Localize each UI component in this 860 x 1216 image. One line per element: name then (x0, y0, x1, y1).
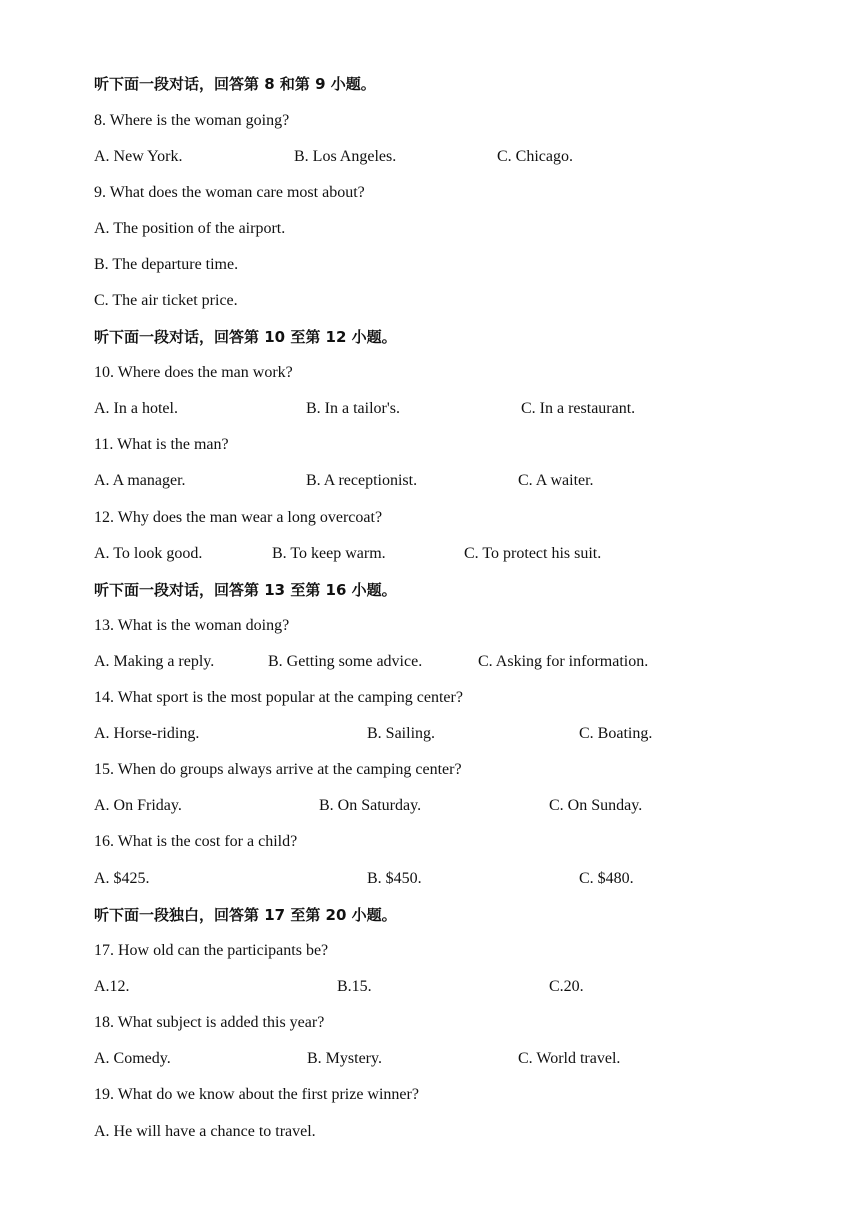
option-b: B. In a tailor's. (306, 400, 400, 417)
option-b: B. Getting some advice. (268, 653, 423, 670)
option-b: B. On Saturday. (319, 797, 422, 814)
section-heading: 听下面一段独白，回答第 17 至第 20 小题。 (94, 906, 397, 924)
option-b: B. The departure time. (94, 256, 239, 273)
option-c: C. Boating. (579, 725, 653, 742)
option-c: C. A waiter. (518, 472, 594, 489)
option-a: A.12. (94, 978, 130, 995)
option-c: C. Chicago. (497, 148, 573, 165)
option-a: A. Making a reply. (94, 653, 215, 670)
option-a: A. In a hotel. (94, 400, 178, 417)
question-17: 17. How old can the participants be? (94, 942, 329, 959)
section-heading: 听下面一段对话，回答第 13 至第 16 小题。 (94, 581, 397, 599)
option-b: B. To keep warm. (272, 545, 386, 562)
option-c: C. Asking for information. (478, 653, 649, 670)
option-c: C. To protect his suit. (464, 545, 602, 562)
option-c: C.20. (549, 978, 584, 995)
question-12: 12. Why does the man wear a long overcoat? (94, 509, 383, 526)
option-a: A. On Friday. (94, 797, 182, 814)
option-b: B. Sailing. (367, 725, 436, 742)
option-a: A. To look good. (94, 545, 203, 562)
option-a: A. Horse-riding. (94, 725, 200, 742)
option-c: C. $480. (579, 870, 634, 887)
question-11: 11. What is the man? (94, 436, 229, 453)
question-19: 19. What do we know about the first prize winner? (94, 1086, 419, 1103)
question-18: 18. What subject is added this year? (94, 1014, 325, 1031)
section-heading: 听下面一段对话，回答第 8 和第 9 小题。 (94, 75, 376, 93)
option-c: C. On Sunday. (549, 797, 643, 814)
option-a: A. New York. (94, 148, 183, 165)
option-c: C. The air ticket price. (94, 292, 238, 309)
option-c: C. In a restaurant. (521, 400, 636, 417)
option-c: C. World travel. (518, 1050, 621, 1067)
question-13: 13. What is the woman doing? (94, 617, 290, 634)
option-a: A. A manager. (94, 472, 186, 489)
option-a: A. The position of the airport. (94, 220, 286, 237)
question-16: 16. What is the cost for a child? (94, 833, 298, 850)
option-b: B. Los Angeles. (294, 148, 397, 165)
option-b: B.15. (337, 978, 372, 995)
question-15: 15. When do groups always arrive at the camping center? (94, 761, 462, 778)
option-b: B. A receptionist. (306, 472, 418, 489)
option-a: A. Comedy. (94, 1050, 171, 1067)
question-9: 9. What does the woman care most about? (94, 184, 365, 201)
question-10: 10. Where does the man work? (94, 364, 293, 381)
question-14: 14. What sport is the most popular at the camping center? (94, 689, 463, 706)
option-a: A. He will have a chance to travel. (94, 1123, 316, 1140)
section-heading: 听下面一段对话，回答第 10 至第 12 小题。 (94, 328, 397, 346)
question-8: 8. Where is the woman going? (94, 112, 290, 129)
option-a: A. $425. (94, 870, 150, 887)
option-b: B. Mystery. (307, 1050, 382, 1067)
option-b: B. $450. (367, 870, 422, 887)
